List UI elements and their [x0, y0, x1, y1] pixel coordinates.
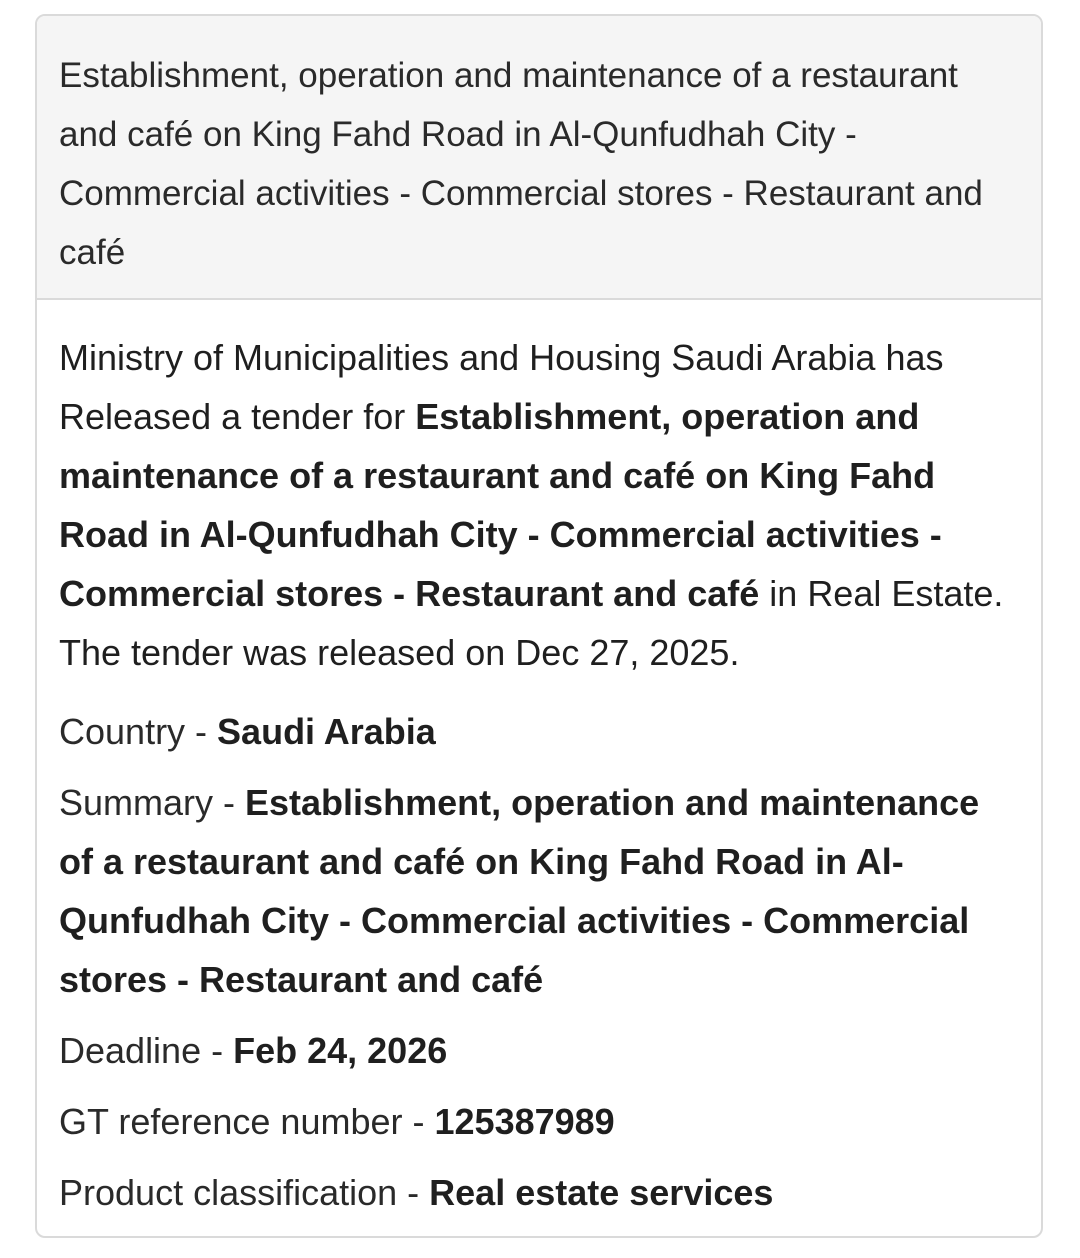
deadline-value: Feb 24, 2026 [233, 1030, 448, 1071]
classification-label: Product classification - [59, 1172, 430, 1213]
deadline-field [59, 1021, 1023, 1080]
summary-field [59, 773, 1023, 1009]
summary-value: Establishment, operation and maintenance of a restaurant and café on King Fahd Road in Al-Qunfudhah City - Commercial activities - Commercial stores - Restaurant and café [59, 782, 980, 1000]
classification-field [59, 1163, 1023, 1222]
sector-prefix: in [769, 573, 798, 614]
tender-card [35, 14, 1043, 1238]
reference-value: 125387989 [434, 1101, 615, 1142]
tender-title: Establishment, operation and maintenance of a restaurant and café on King Fahd Road in Al-Qunfudhah City - Commercial activities - Commercial stores - Restaurant and café [59, 396, 942, 614]
tender-intro [59, 328, 1023, 682]
country-field [59, 702, 1023, 761]
release-date: Dec 27, 2025. [515, 632, 740, 673]
publisher-name: Ministry of Municipalities and Housing Saudi Arabia [59, 337, 876, 378]
summary-label: Summary - [59, 782, 246, 823]
released-text: has Released a tender for [59, 337, 944, 437]
released-on-text: The tender was released on [59, 632, 506, 673]
classification-value: Real estate services [429, 1172, 774, 1213]
country-value: Saudi Arabia [217, 711, 436, 752]
deadline-label: Deadline - [59, 1030, 234, 1071]
reference-label: GT reference number - [59, 1101, 435, 1142]
reference-field [59, 1092, 1023, 1151]
sector-name: Real Estate. [807, 573, 1004, 614]
tender-header-title: Establishment, operation and maintenance of a restaurant and café on King Fahd Road in Al-Qunfudhah City - Commercial activities - Commercial stores - Restaurant and café [59, 56, 983, 272]
tender-card-header [37, 16, 1041, 300]
country-label: Country - [59, 711, 218, 752]
tender-card-body [37, 300, 1041, 1222]
